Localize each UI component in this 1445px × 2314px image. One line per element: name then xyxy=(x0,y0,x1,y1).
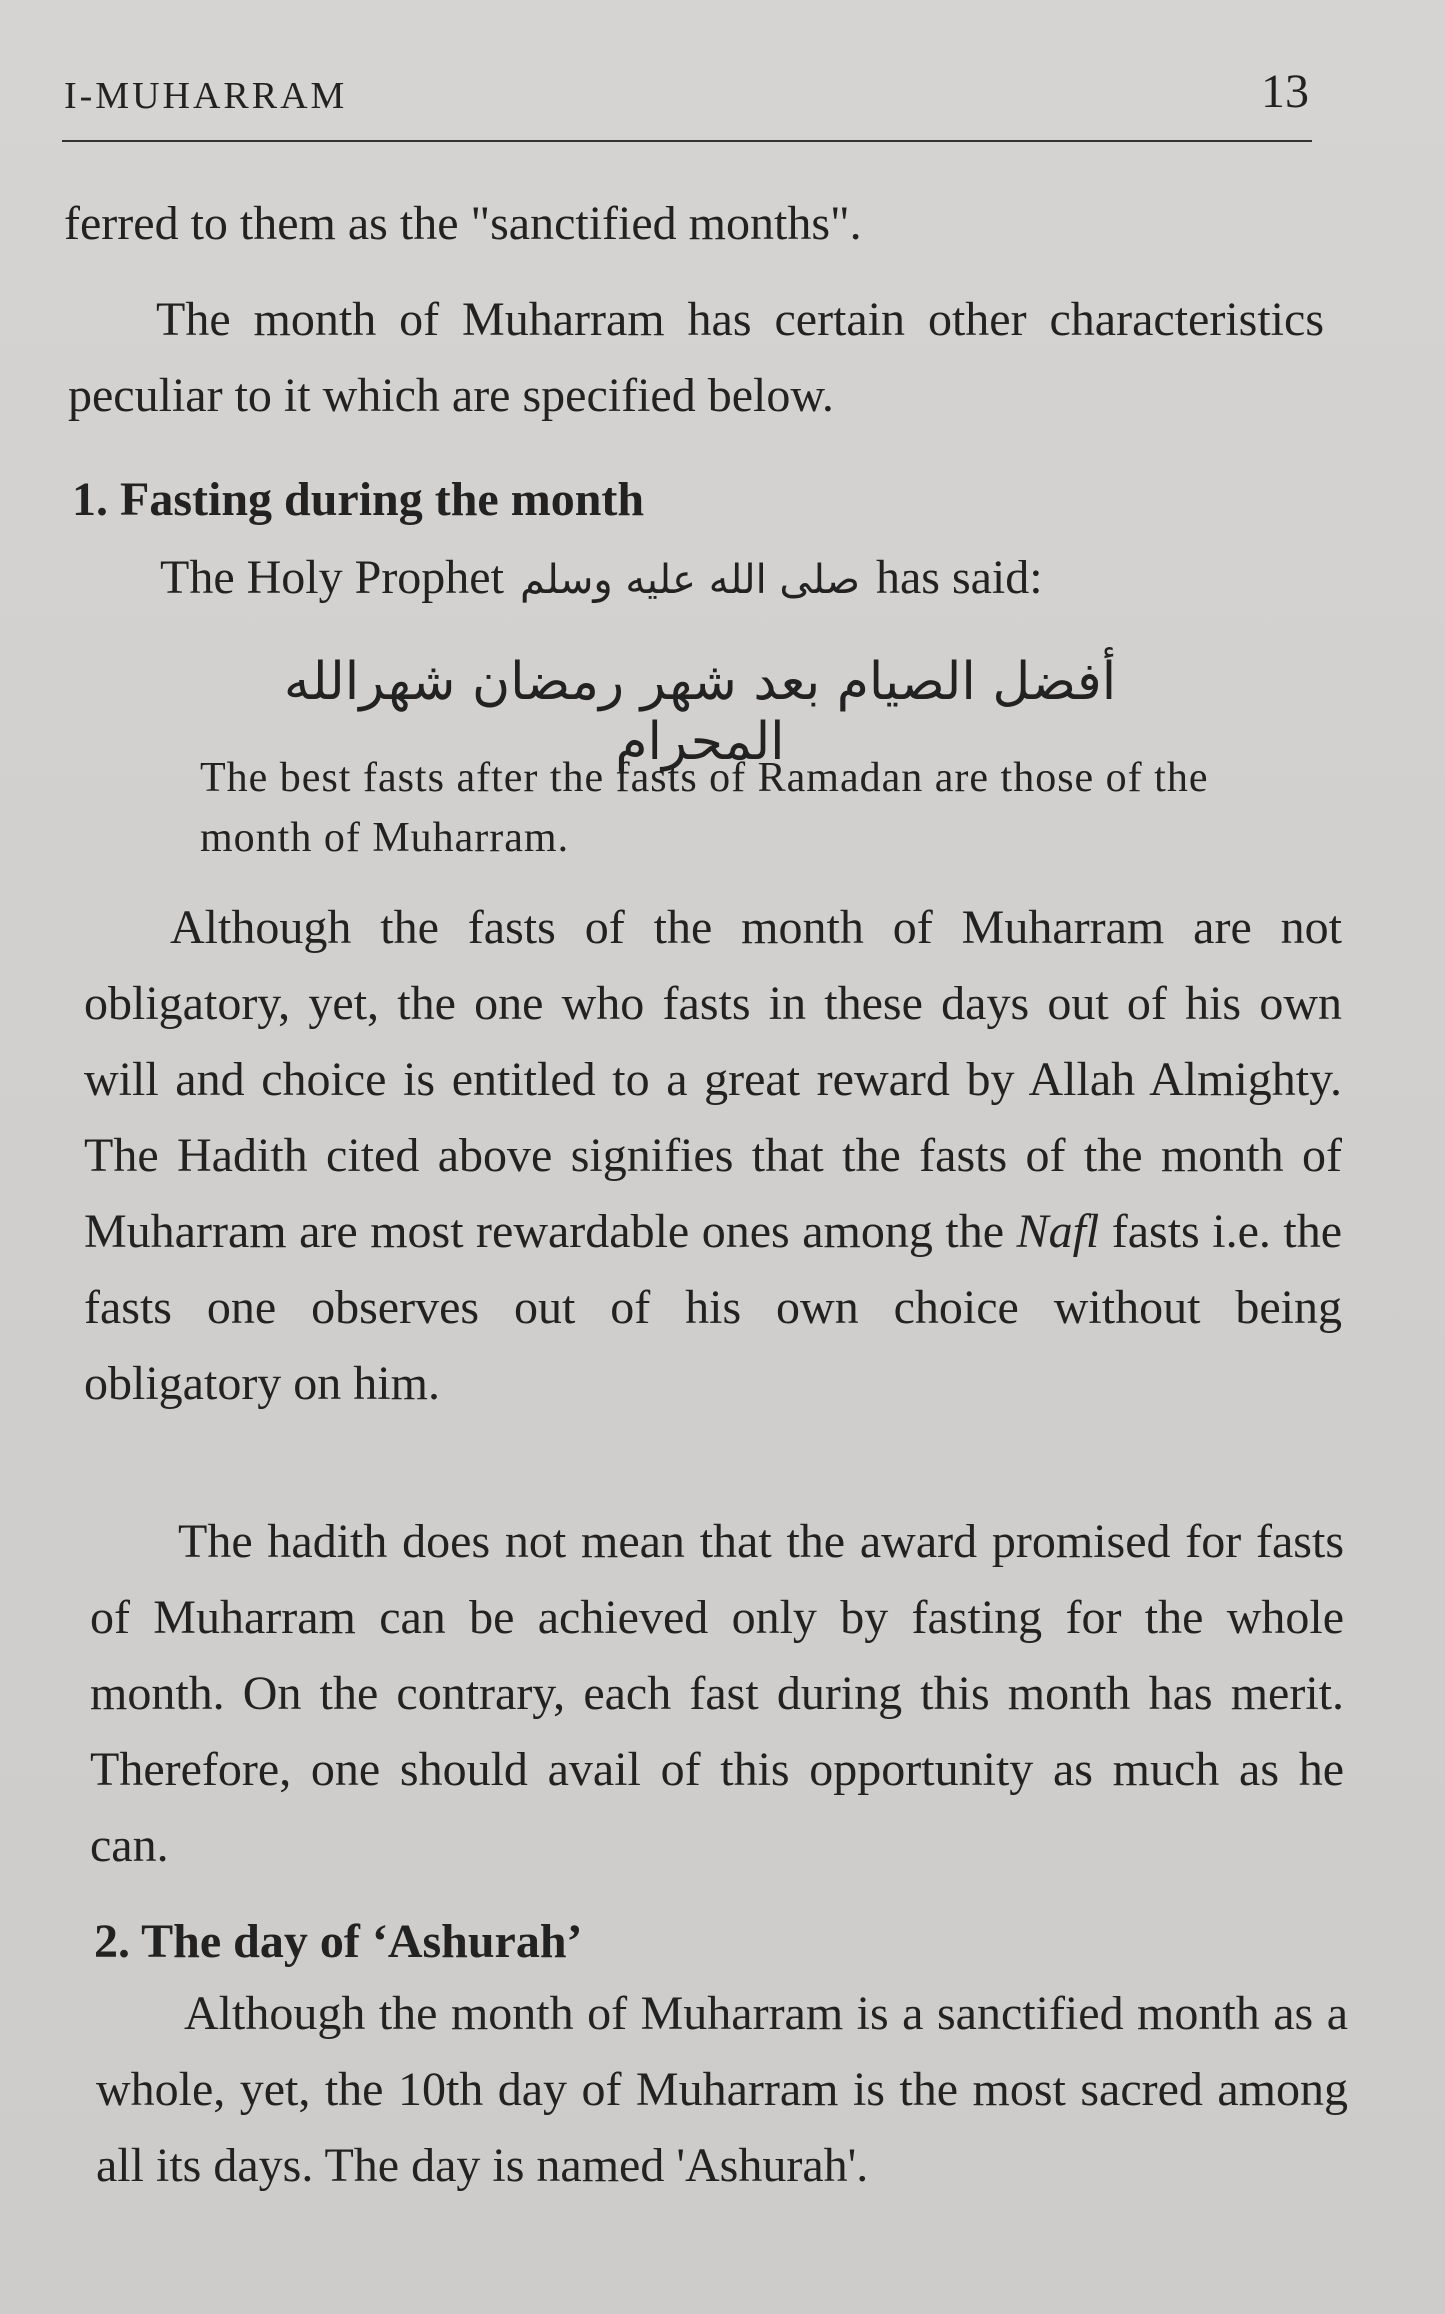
arabic-hadith: أفضل الصيام بعد شهر رمضان شهرالله المحرام xyxy=(283,652,1117,772)
nafl-text-part2: fasts i.e. the fasts one observes out of his own choice without being obligatory on him. xyxy=(84,1205,1343,1410)
prophet-saying-intro xyxy=(160,540,1260,618)
intro-text-before: The Holy Prophet xyxy=(160,551,504,604)
salutation-arabic: صلى الله عليه وسلم xyxy=(519,557,860,603)
page-number: 13 xyxy=(1261,65,1309,118)
paragraph-ashurah: Although the month of Muharram is a sanctified month as a whole, yet, the 10th day of Muharram is the most sacred among all its days. The day is named 'Ashurah'. xyxy=(96,1987,1348,2192)
paragraph-nafl-explanation xyxy=(84,890,1342,1422)
intro-text-after: has said: xyxy=(875,551,1043,604)
paragraph-award-merit: The hadith does not mean that the award promised for fasts of Muharram can be achieved only by fasting for the whole month. On the contrary, each fast during this month has merit. Therefore, one should avail of this opportunity as much as he can. xyxy=(90,1515,1344,1872)
nafl-text-part1: Although the fasts of the month of Muharram are not obligatory, yet, the one who fasts in these days out of his own will and choice is entitled to a great reward by Allah Almighty. The Hadith cited above signifies that the fasts of the month of Muharram are most rewardable ones among the xyxy=(84,901,1342,1258)
header-rule xyxy=(62,140,1312,142)
section-heading-ashurah: 2. The day of ‘Ashurah’ xyxy=(94,1915,583,1968)
paragraph-continuation: ferred to them as the "sanctified months". xyxy=(64,197,862,250)
running-header: I-MUHARRAM xyxy=(64,75,348,117)
hadith-translation: The best fasts after the fasts of Ramadan are those of the month of Muharram. xyxy=(200,755,1209,861)
paragraph-characteristics: The month of Muharram has certain other characteristics peculiar to it which are specified below. xyxy=(68,293,1324,422)
nafl-term: Nafl xyxy=(1016,1205,1100,1258)
section-heading-fasting: 1. Fasting during the month xyxy=(72,473,645,526)
